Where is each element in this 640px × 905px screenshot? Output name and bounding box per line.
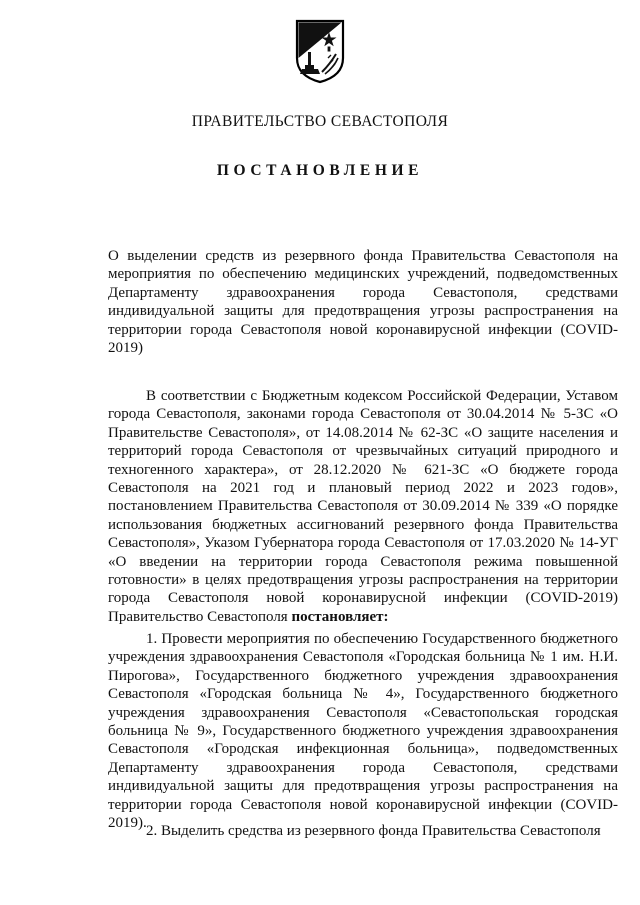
decree-item-1: 1. Провести мероприятия по обеспечению Государственного бюджетного учреждения здравоохранения Севастополя «Городская больница № 1 им. Н.И. Пирогова», Государственного бюджетного учреждения здравоохранения Севастополя «Городская больница № 4», Государственного бюджетного учреждения здравоохранения Севастополя «Севастопольская городская больница № 9», Государственного бюджетного учреждения здравоохранения Севастополя «Городская инфекционная больница», подведомственных Департаменту здравоохранения города Севастополя, средствами индивидуальной защиты для предотвращения угрозы распространения на территории города Севастополя новой коронавирусной инфекции (COVID-2019). xyxy=(108,631,618,832)
sevastopol-coat-of-arms-emblem xyxy=(294,18,346,84)
decree-item-2: 2. Выделить средства из резервного фонда Правительства Севастополя xyxy=(146,823,601,839)
decree-subject: О выделении средств из резервного фонда Правительства Севастополя на мероприятия по обеспечению медицинских учреждений, подведомственных Департаменту здравоохранения города Севастополя, средствами индивидуальной защиты для предотвращения угрозы распространения на территории города Севастополя новой коронавирусной инфекции (COVID-2019) xyxy=(108,248,618,357)
decree-preamble xyxy=(108,387,618,626)
government-name: ПРАВИТЕЛЬСТВО СЕВАСТОПОЛЯ xyxy=(191,113,449,130)
resolves-keyword: постановляет: xyxy=(291,608,389,625)
document-type-title: ПОСТАНОВЛЕНИЕ xyxy=(216,162,424,179)
preamble-text: В соответствии с Бюджетным кодексом Российской Федерации, Уставом города Севастополя, законами города Севастополя от 30.04.2014 № 5-ЗС «О Правительстве Севастополя», от 14.08.2014 № 62-ЗС «О защите населения и территорий города Севастополя от чрезвычайных ситуаций природного и техногенного характера», от 28.12.2020 № 621-ЗС «О бюджете города Севастополя на 2021 год и плановый период 2022 и 2023 годов», постановлением Правительства Севастополя от 30.09.2014 № 339 «О порядке использования бюджетных ассигнований резервного фонда Правительства Севастополя», Указом Губернатора города Севастополя от 17.03.2020 № 14-УГ «О введении на территории города Севастополя режима повышенной готовности» в целях предотвращения угрозы распространения на территории города Севастополя новой коронавирусной инфекции (COVID-2019) Правительство Севастополя xyxy=(108,388,618,625)
